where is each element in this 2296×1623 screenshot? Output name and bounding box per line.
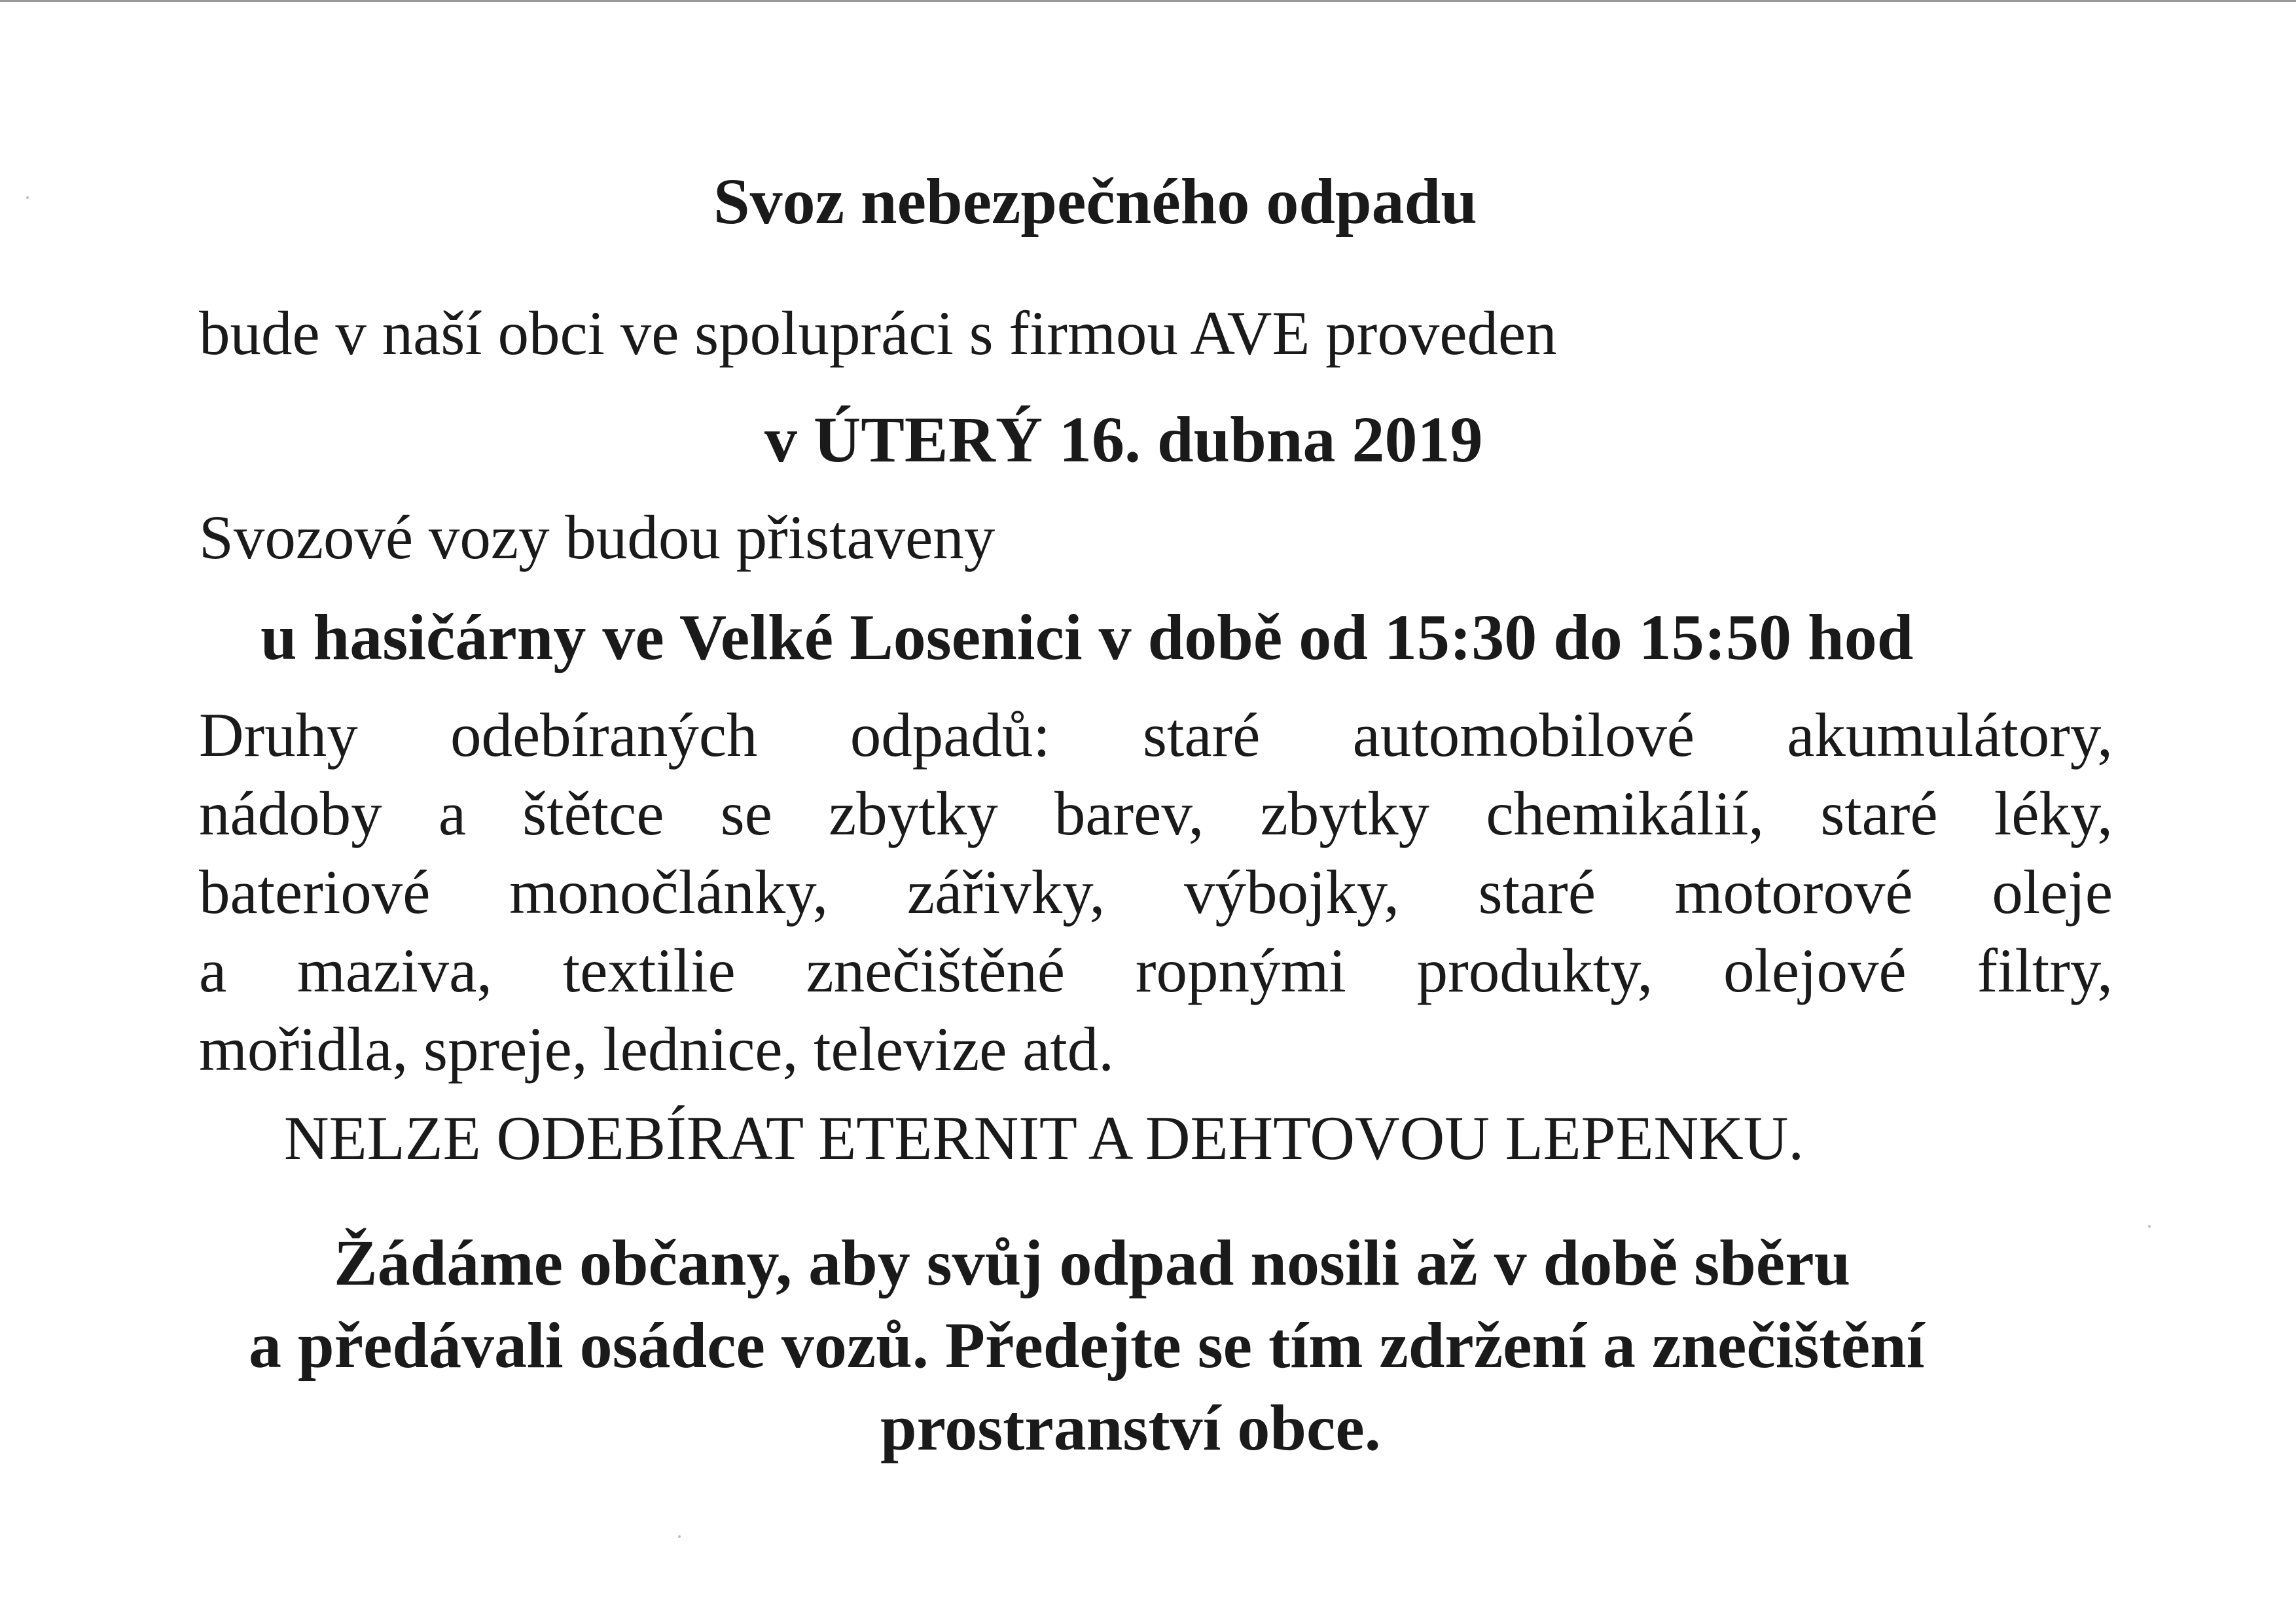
notice-title: Svoz nebezpečného odpadu [713, 165, 1477, 238]
waste-types-line: a maziva, textilie znečištěné ropnými produkty, olejové filtry, [199, 936, 2113, 1005]
waste-types-line: bateriové monočlánky, zářivky, výbojky, staré motorové oleje [199, 857, 2113, 927]
request-line: prostranství obce. [880, 1391, 1381, 1464]
request-line: Žádáme občany, aby svůj odpad nosili až v době sběru [334, 1226, 1851, 1299]
notice-date: v ÚTERÝ 16. dubna 2019 [764, 403, 1483, 476]
scan-speck [26, 196, 29, 199]
scan-speck [2148, 1225, 2151, 1228]
request-line: a předávali osádce vozů. Předejte se tím zdržení a znečištění [249, 1309, 1925, 1382]
scan-top-edge [0, 0, 2296, 2]
notice-location: u hasičárny ve Velké Losenici v době od 15:30 do 15:50 hod [260, 601, 1914, 673]
prohibited-notice: NELZE ODEBÍRAT ETERNIT A DEHTOVOU LEPENKU. [284, 1103, 1804, 1173]
waste-types-line: nádoby a štětce se zbytky barev, zbytky chemikálií, staré léky, [199, 779, 2113, 848]
scan-speck [678, 1535, 681, 1538]
waste-types-line: Druhy odebíraných odpadů: staré automobilové akumulátory, [199, 700, 2113, 770]
notice-intro: bude v naší obci ve spolupráci s firmou AVE proveden [199, 298, 1557, 368]
waste-types-line: mořidla, spreje, lednice, televize atd. [199, 1014, 1115, 1084]
notice-vehicles: Svozové vozy budou přistaveny [199, 503, 996, 572]
